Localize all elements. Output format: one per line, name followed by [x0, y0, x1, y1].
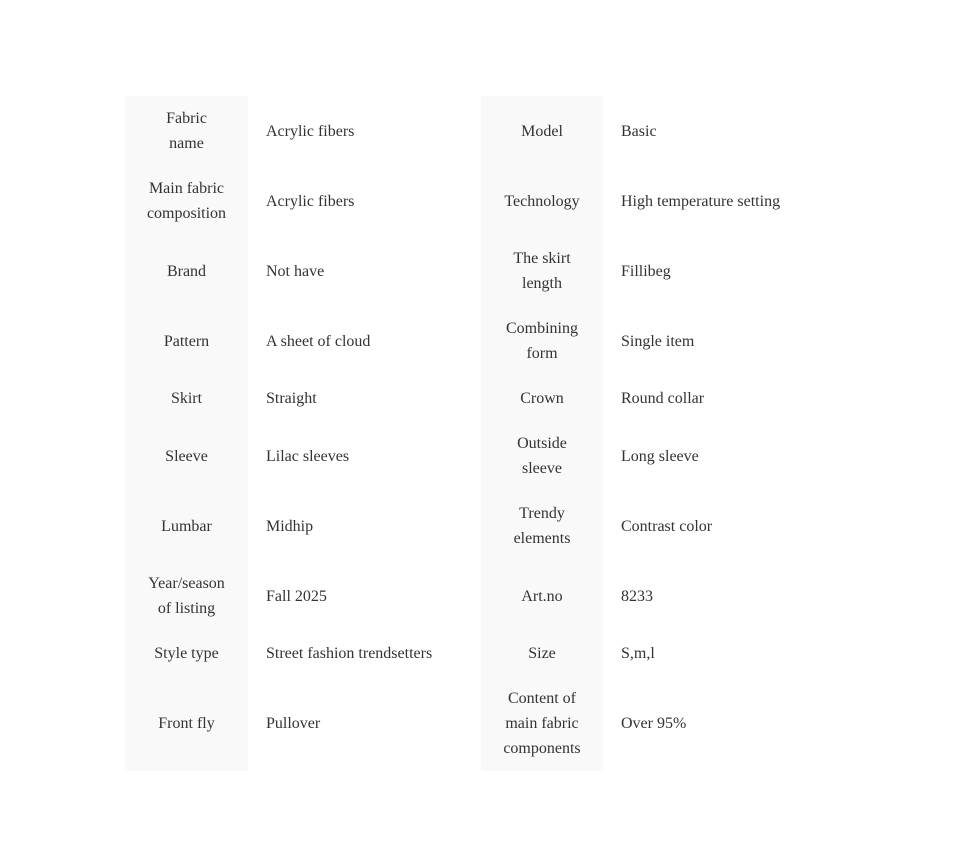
- spec-value: S,m,l: [603, 631, 834, 676]
- table-row: [125, 421, 834, 491]
- spec-value: A sheet of cloud: [248, 306, 481, 376]
- spec-value: Over 95%: [603, 676, 834, 771]
- table-row: [125, 306, 834, 376]
- spec-label: Skirt: [125, 376, 248, 421]
- table-row: [125, 166, 834, 236]
- spec-value: High temperature setting: [603, 166, 834, 236]
- table-row: [125, 236, 834, 306]
- spec-value: Midhip: [248, 491, 481, 561]
- spec-value: Fall 2025: [248, 561, 481, 631]
- spec-label: Size: [481, 631, 603, 676]
- spec-label: Sleeve: [125, 421, 248, 491]
- spec-value: Long sleeve: [603, 421, 834, 491]
- spec-label: Brand: [125, 236, 248, 306]
- table-row: [125, 631, 834, 676]
- spec-value: Lilac sleeves: [248, 421, 481, 491]
- spec-label: Outside sleeve: [481, 421, 603, 491]
- spec-label: Pattern: [125, 306, 248, 376]
- spec-value: Acrylic fibers: [248, 96, 481, 166]
- spec-label: Year/season of listing: [125, 561, 248, 631]
- spec-value: Street fashion trendsetters: [248, 631, 481, 676]
- table-row: [125, 561, 834, 631]
- spec-value: Not have: [248, 236, 481, 306]
- spec-label: Front fly: [125, 676, 248, 771]
- spec-label: Content of main fabric components: [481, 676, 603, 771]
- spec-value: Basic: [603, 96, 834, 166]
- spec-label: Combining form: [481, 306, 603, 376]
- spec-label: Crown: [481, 376, 603, 421]
- spec-label: Fabric name: [125, 96, 248, 166]
- spec-value: Acrylic fibers: [248, 166, 481, 236]
- spec-value: Contrast color: [603, 491, 834, 561]
- spec-label: Technology: [481, 166, 603, 236]
- spec-value: 8233: [603, 561, 834, 631]
- spec-value: Single item: [603, 306, 834, 376]
- spec-label: Art.no: [481, 561, 603, 631]
- spec-value: Pullover: [248, 676, 481, 771]
- spec-label: Lumbar: [125, 491, 248, 561]
- spec-label: Trendy elements: [481, 491, 603, 561]
- table-row: [125, 96, 834, 166]
- product-spec-table: [125, 96, 834, 771]
- table-row: [125, 676, 834, 771]
- spec-label: Model: [481, 96, 603, 166]
- spec-value: Fillibeg: [603, 236, 834, 306]
- spec-value: Straight: [248, 376, 481, 421]
- table-row: [125, 376, 834, 421]
- spec-label: Style type: [125, 631, 248, 676]
- table-row: [125, 491, 834, 561]
- spec-value: Round collar: [603, 376, 834, 421]
- spec-label: Main fabric composition: [125, 166, 248, 236]
- spec-label: The skirt length: [481, 236, 603, 306]
